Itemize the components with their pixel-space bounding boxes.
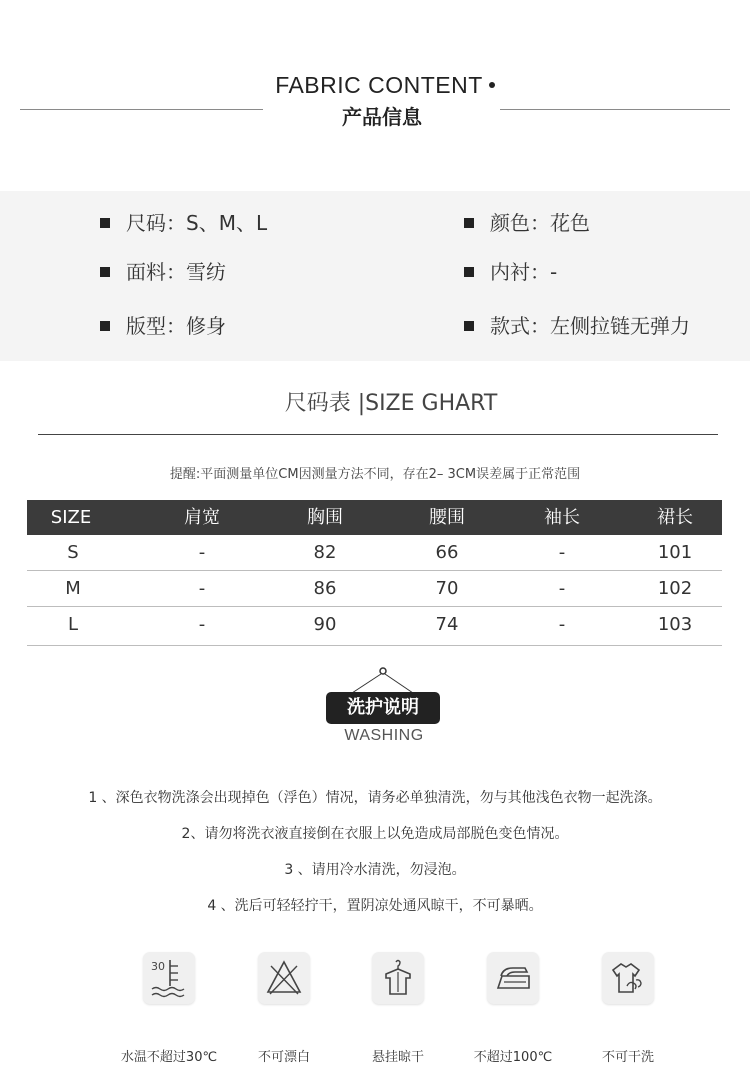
size-chart-note: 提醒:平面测量单位CM因测量方法不同，存在2– 3CM误差属于正常范围 [169,467,581,482]
washing-instruction: 4 、洗后可轻轻拧干，置阴凉处通风晾干，不可暴晒。 [207,898,543,914]
col-header-shoulder: 肩宽 [184,507,220,528]
wash-30-icon [143,952,195,1004]
table-row: S - 82 66 - 101 [27,535,722,571]
hang-dry-icon [372,952,424,1004]
info-size: 尺码：S、M、L [100,207,267,236]
wash-temp-label: 30 [151,960,165,973]
section-title-fabric: FABRIC CONTENT [0,72,750,99]
bullet-square [100,218,110,228]
size-chart-title: 尺码表 |SIZE GHART [284,391,498,416]
bullet-square [100,321,110,331]
table-row: L - 90 74 - 103 [27,607,722,646]
title-dot [489,82,495,88]
col-header-length: 裙长 [657,507,693,528]
no-dry-clean-icon [602,952,654,1004]
washing-instruction: 3 、请用冷水清洗，勿浸泡。 [284,862,466,878]
product-info-band [0,191,750,361]
washing-instruction: 2、请勿将洗衣液直接倒在衣服上以免造成局部脱色变色情况。 [181,826,569,842]
bullet-square [464,218,474,228]
info-color: 颜色：花色 [464,207,590,236]
info-fit: 版型：修身 [100,310,226,339]
col-header-size: SIZE [50,507,92,528]
table-row: M - 86 70 - 102 [27,571,722,607]
section-subtitle: 产品信息 [342,105,422,129]
care-label-no-bleach: 不可漂白 [257,1050,310,1065]
care-label-iron: 不超过100℃ [473,1050,553,1065]
care-label-no-dry-clean: 不可干洗 [601,1050,654,1065]
info-style: 款式：左侧拉链无弹力 [464,310,690,339]
bullet-square [464,267,474,277]
col-header-waist: 腰围 [429,507,465,528]
col-header-bust: 胸围 [307,507,343,528]
washing-badge: 洗护说明 [326,692,440,724]
no-bleach-icon [258,952,310,1004]
care-label-hang-dry: 悬挂晾干 [371,1050,424,1065]
info-fabric: 面料：雪纺 [100,256,226,285]
washing-subtitle: WASHING [344,727,424,744]
size-table-header [27,500,722,535]
col-header-sleeve: 袖长 [544,507,580,528]
bullet-square [464,321,474,331]
size-table [27,500,722,646]
washing-instruction: 1 、深色衣物洗涤会出现掉色（浮色）情况，请务必单独清洗，勿与其他浅色衣物一起洗涤。 [88,790,662,806]
iron-icon [487,952,539,1004]
size-chart-rule [38,434,718,435]
care-label-temp: 水温不超过30℃ [120,1050,218,1065]
bullet-square [100,267,110,277]
info-lining: 内衬：- [464,256,557,285]
